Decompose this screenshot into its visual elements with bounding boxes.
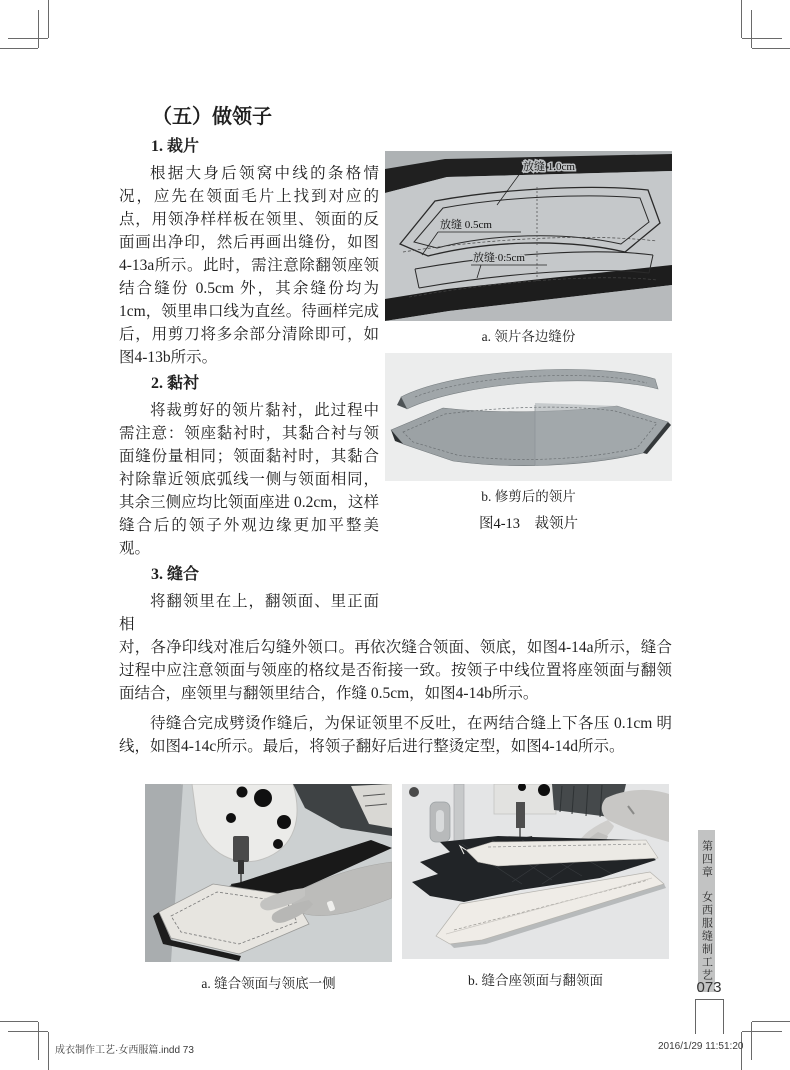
subsection-title-fusing: 2. 黏衬 xyxy=(151,375,200,392)
figure-4-13b-caption: b. 修剪后的领片 xyxy=(481,489,576,504)
chapter-title: 女西服缝制工艺 xyxy=(700,891,713,982)
machine-slot xyxy=(436,810,444,832)
crop-mark xyxy=(8,1031,48,1032)
figure-4-14a-caption: a. 缝合领面与领底一侧 xyxy=(201,976,336,991)
crop-mark xyxy=(751,10,752,48)
crop-mark xyxy=(38,10,39,48)
figure-4-13b-photo xyxy=(385,353,672,481)
page-number: 073 xyxy=(696,979,722,996)
annotation-seam-1cm: 放缝 1.0cm xyxy=(523,161,575,173)
paragraph-fusing: 将裁剪好的领片黏衬，此过程中需注意：领座黏衬时，其黏合衬与领面缝份量相同；领面黏衬时，其黏合衬除靠近领底弧线一侧与领面相同，其余三侧应均比领面座进 0.2cm，这样缝合后的领子外观边缘更加平整美观。 xyxy=(119,402,379,557)
figure-4-14-row xyxy=(145,784,672,994)
subsection-title-sewing: 3. 缝合 xyxy=(151,566,200,583)
paragraph-cutting: 根据大身后领窝中线的条格情况，应先在领面毛片上找到对应的点，用领净样样板在领里、领面的反面画出净印，然后再画出缝份，如图4-13a所示。此时，需注意除翻领座领结合缝份 0.5cm 外，其余缝份均为 1cm，领里串口线为直丝。待画样完成后，用剪刀将多余部分清除即可，如图4-13b所示。 xyxy=(119,165,379,366)
crop-mark xyxy=(742,38,782,39)
page-number-box xyxy=(695,999,724,1034)
figure-4-14a-photo xyxy=(145,784,392,962)
crop-mark xyxy=(0,48,38,49)
figure-4-14b xyxy=(402,784,669,994)
crop-mark xyxy=(48,0,49,38)
chapter-number: 第四章 xyxy=(700,840,713,879)
annotation-seam-05cm-b: 放缝 0.5cm xyxy=(473,252,525,264)
machine-hole xyxy=(538,784,550,796)
machine-hole xyxy=(277,815,291,829)
chapter-sidebar-tab xyxy=(698,830,715,992)
machine-hole xyxy=(273,839,283,849)
crop-mark xyxy=(8,38,48,39)
figure-4-13-caption: 图4-13 裁领片 xyxy=(478,516,579,532)
figure-4-13a-caption: a. 领片各边缝份 xyxy=(481,329,576,344)
section-title: （五）做领子 xyxy=(152,106,272,128)
crop-mark xyxy=(742,1031,782,1032)
crop-mark xyxy=(741,0,742,38)
table-hole xyxy=(409,787,419,797)
needle-clamp xyxy=(238,860,244,874)
paragraph-sewing-continued: 对，各净印线对准后勾缝外领口。再依次缝合领面、领底，如图4-14a所示，缝合过程中应注意领面与领座的格纹是否衔接一致。按领子中线位置将座领面与翻领面结合，座领里与翻领里结合，作缝 0.5cm，如图4-14b所示。 xyxy=(119,639,672,702)
annotation-seam-05cm-a: 放缝 0.5cm xyxy=(440,219,492,231)
crop-mark xyxy=(38,1022,39,1060)
machine-hole xyxy=(226,813,236,823)
crop-mark xyxy=(752,1021,790,1022)
footer-timestamp: 2016/1/29 11:51:20 xyxy=(658,1041,744,1052)
figure-4-14b-caption: b. 缝合座领面与翻领面 xyxy=(468,973,603,988)
crop-mark xyxy=(751,1022,752,1060)
subsection-title-cutting: 1. 裁片 xyxy=(151,138,200,155)
needle-bar xyxy=(233,836,249,862)
figure-4-13a-photo xyxy=(385,151,672,321)
paragraph-topstitching: 待缝合完成劈烫作缝后，为保证领里不反吐，在两结合缝上下各压 0.1cm 明线，如图4-14c所示。最后，将领子翻好后进行整烫定型，如图4-14d所示。 xyxy=(119,715,672,755)
crop-mark xyxy=(752,48,790,49)
machine-hole xyxy=(254,789,272,807)
figure-4-13-column xyxy=(385,151,672,636)
text-column xyxy=(119,103,379,636)
page-content xyxy=(119,103,672,994)
figure-4-14a xyxy=(145,784,392,994)
figure-4-14b-photo xyxy=(402,784,669,959)
machine-hole xyxy=(237,787,248,798)
crop-mark xyxy=(48,1032,49,1070)
paragraph-sewing-intro: 将翻领里在上，翻领面、里正面相 xyxy=(119,593,379,633)
footer-filename: 成衣制作工艺·女西服篇.indd 73 xyxy=(55,1045,194,1056)
needle-bar xyxy=(516,802,525,828)
crop-mark xyxy=(0,1021,38,1022)
